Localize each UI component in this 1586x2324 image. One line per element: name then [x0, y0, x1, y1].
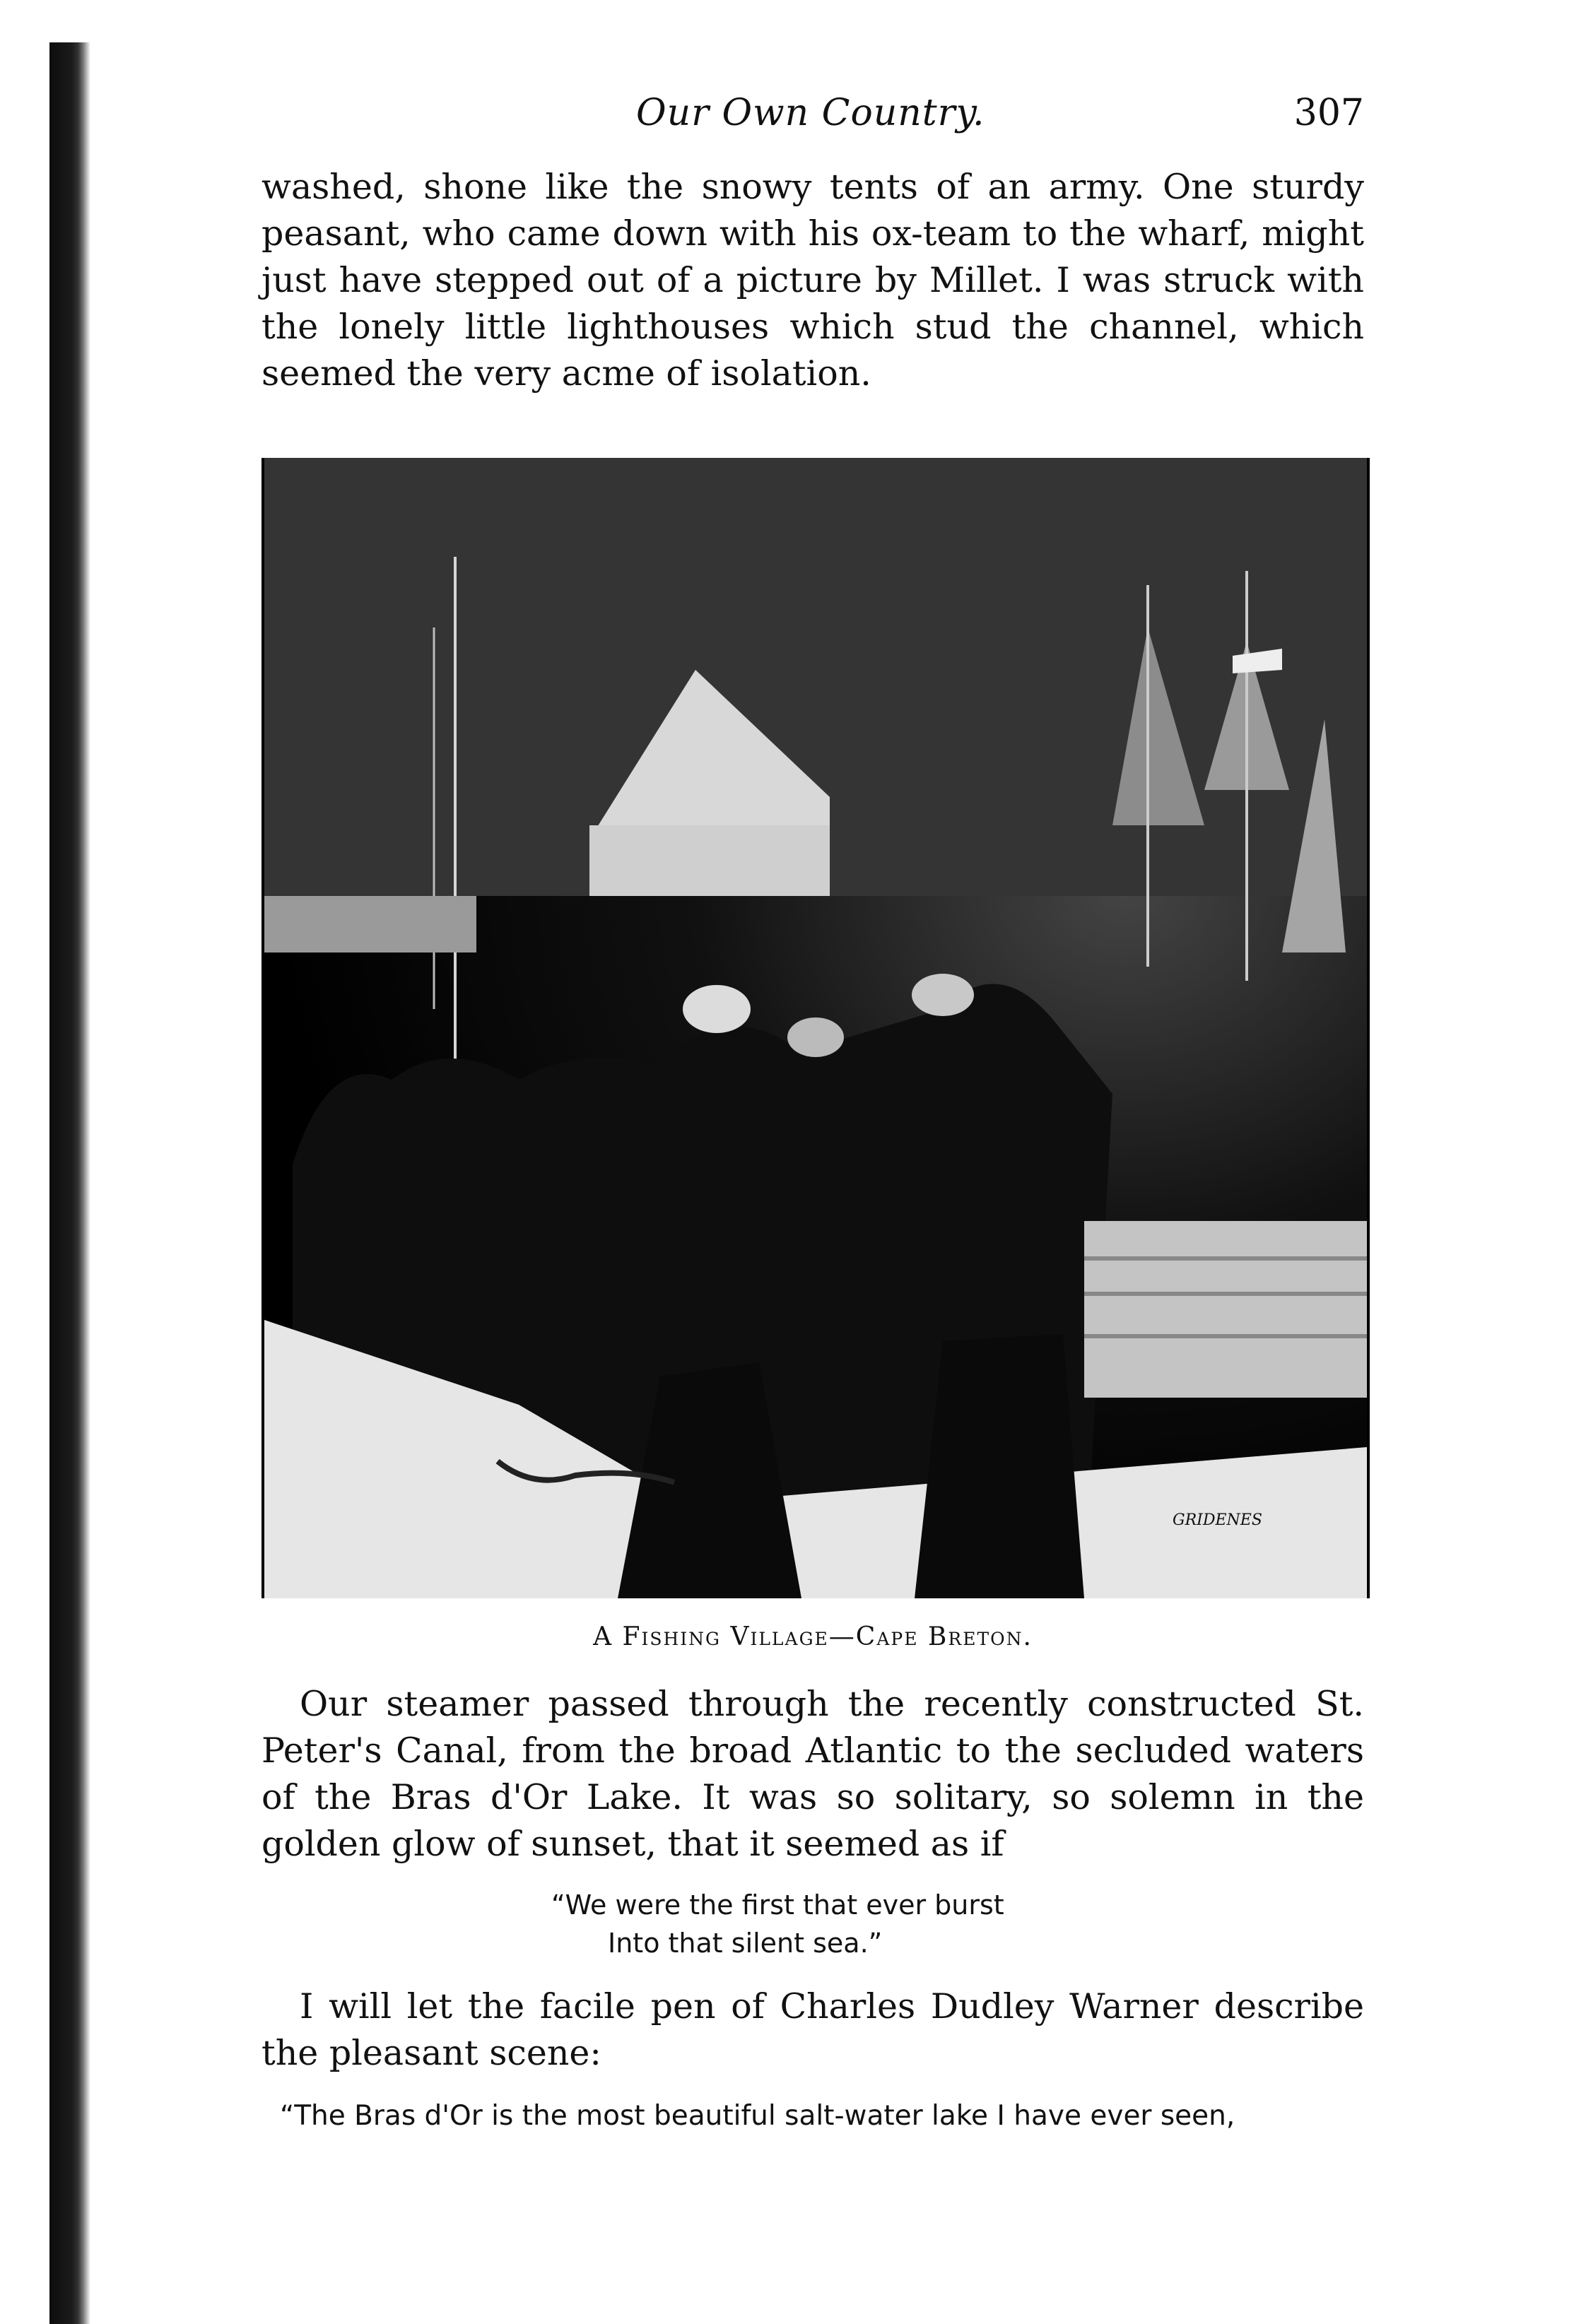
engraving-fishing-village: [262, 458, 1370, 1598]
quote-first-line: “The Bras d'Or is the most beautiful salt-water lake I have ever seen,: [280, 2100, 1235, 2132]
paragraph-steamer: Our steamer passed through the recently constructed St. Peter's Canal, from the broad Atlantic to the secluded waters of the Bras d'Or Lake. It was so solitary, so solemn in the golden glow of sunset, that it seemed as if: [262, 1684, 1364, 1864]
figure-caption: A Fishing Village—Cape Breton.: [593, 1622, 1033, 1651]
verse-line-1: “We were the first that ever burst: [551, 1889, 1004, 1921]
paragraph-continued: washed, shone like the snowy tents of an army. One sturdy peasant, who came down with his ox-team to the wharf, might just have stepped out of a picture by Millet. I was struck with the lonely little lighthouses which stud the channel, which seemed the very acme of isolation.: [262, 167, 1364, 394]
verse-quote: [551, 1886, 1364, 1962]
scan-binding-edge: [49, 42, 90, 2324]
engraving-illustration: [264, 458, 1367, 1598]
page-number: 307: [1293, 92, 1364, 134]
verse-line-2: Into that silent sea.”: [608, 1928, 883, 1959]
book-page: [262, 92, 1364, 2162]
engraver-signature: GRIDENES: [1173, 1511, 1262, 1529]
paragraph-warner: I will let the facile pen of Charles Dudley Warner describe the pleasant scene:: [262, 1986, 1364, 2073]
page-header: [262, 92, 1364, 155]
running-title: Our Own Country.: [636, 92, 985, 134]
